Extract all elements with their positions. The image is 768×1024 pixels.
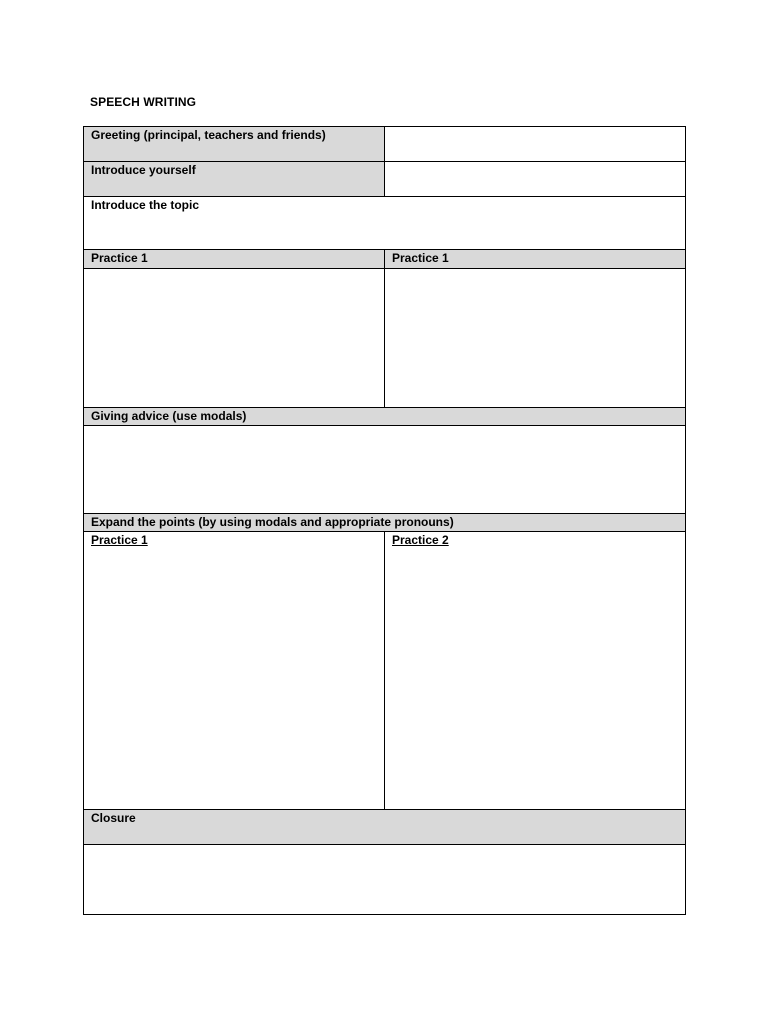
practice-header-right: Practice 1 xyxy=(385,250,685,268)
closure-answer-cell[interactable] xyxy=(84,845,685,914)
column-divider xyxy=(384,532,385,810)
practice-left-answer-cell[interactable] xyxy=(84,269,384,408)
giving-advice-label: Giving advice (use modals) xyxy=(84,408,685,426)
row-divider xyxy=(84,844,685,845)
expand-practice-right-label: Practice 2 xyxy=(392,533,449,547)
expand-points-label: Expand the points (by using modals and appropriate pronouns) xyxy=(84,514,685,532)
practice-right-answer-cell[interactable] xyxy=(385,269,685,408)
introduce-yourself-answer-cell[interactable] xyxy=(385,162,685,197)
closure-label: Closure xyxy=(84,810,685,845)
row-divider xyxy=(84,513,685,514)
expand-practice-left-cell[interactable] xyxy=(84,532,384,809)
speech-writing-table xyxy=(83,126,686,915)
giving-advice-answer-cell[interactable] xyxy=(84,426,685,513)
row-divider xyxy=(84,425,685,426)
column-divider xyxy=(384,250,385,408)
expand-practice-left-label: Practice 1 xyxy=(91,533,148,547)
greeting-answer-cell[interactable] xyxy=(385,127,685,162)
introduce-yourself-label: Introduce yourself xyxy=(84,162,384,197)
column-divider xyxy=(384,127,385,197)
practice-header-left: Practice 1 xyxy=(84,250,384,268)
expand-practice-right-cell[interactable] xyxy=(385,532,685,809)
introduce-topic-label: Introduce the topic xyxy=(91,198,199,212)
greeting-label: Greeting (principal, teachers and friends) xyxy=(84,127,384,162)
page-title: SPEECH WRITING xyxy=(90,95,197,109)
